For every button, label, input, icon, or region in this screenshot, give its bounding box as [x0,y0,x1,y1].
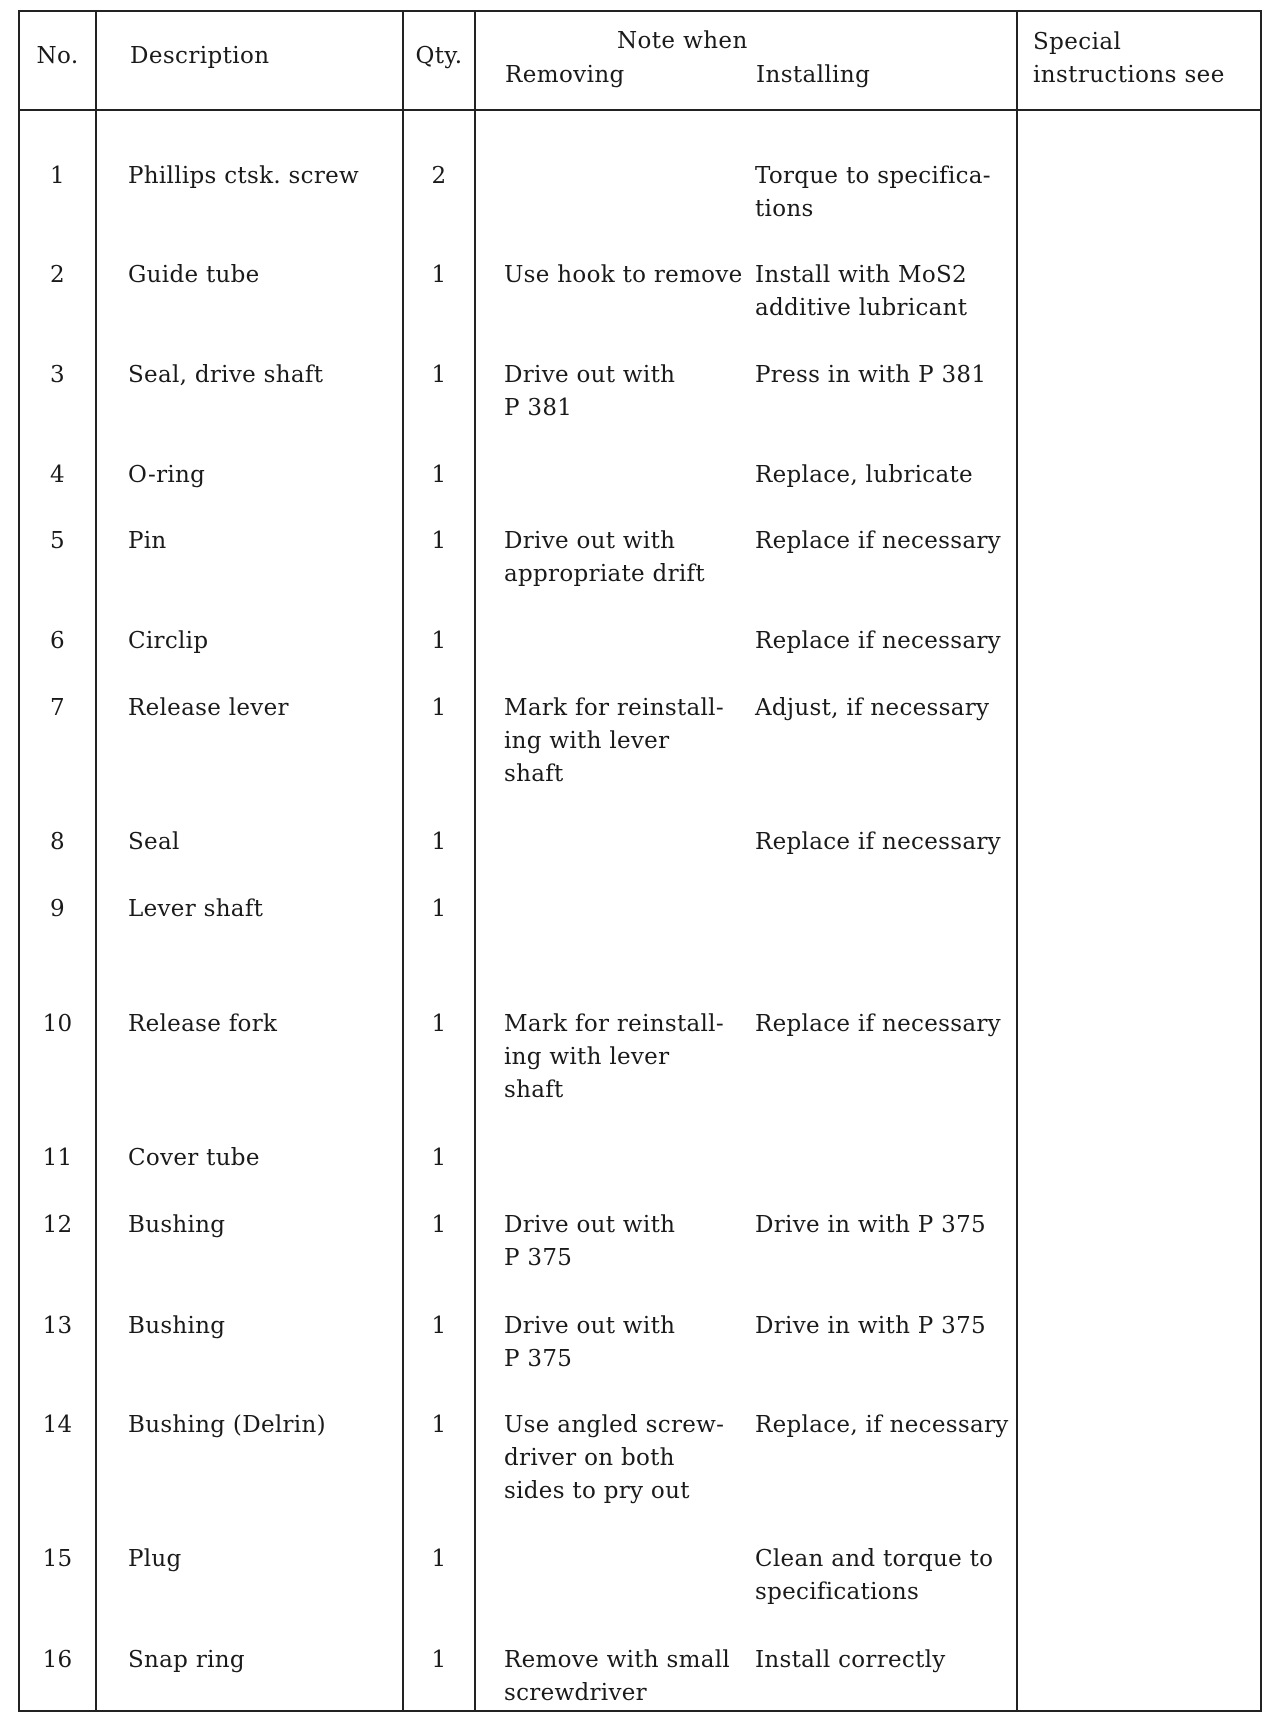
header-divider [18,109,1262,111]
cell-no: 4 [50,462,65,488]
cell-installing: Replace, if necessary [755,1412,1009,1438]
cell-description: Guide tube [128,262,260,288]
cell-installing: Install correctly [755,1647,946,1673]
cell-no: 14 [42,1412,73,1438]
cell-installing: Adjust, if necessary [755,695,990,721]
cell-description: Seal [128,829,180,855]
cell-removing: Drive out with P 375 [504,1313,676,1372]
cell-no: 15 [42,1546,73,1572]
cell-removing: Use hook to remove [504,262,743,288]
cell-removing: Remove with small screwdriver [504,1647,731,1706]
cell-description: Cover tube [128,1145,260,1171]
cell-installing: Press in with P 381 [755,362,987,388]
cell-no: 12 [42,1212,73,1238]
column-divider-no [95,10,97,1712]
cell-no: 1 [50,163,65,189]
cell-qty: 1 [431,462,447,488]
cell-qty: 1 [431,1546,447,1572]
cell-description: O-ring [128,462,206,488]
cell-description: Phillips ctsk. screw [128,163,360,189]
cell-removing: Mark for reinstall- ing with lever shaft [504,695,724,787]
cell-no: 7 [50,695,65,721]
cell-qty: 1 [431,1145,447,1171]
cell-qty: 1 [431,628,447,654]
cell-no: 10 [42,1011,73,1037]
column-divider-qty [474,10,476,1712]
cell-installing: Replace if necessary [755,628,1001,654]
cell-qty: 1 [431,1011,447,1037]
header-installing: Installing [756,62,871,88]
cell-qty: 1 [431,1647,447,1673]
cell-qty: 1 [431,262,447,288]
cell-description: Plug [128,1546,182,1572]
cell-qty: 1 [431,896,447,922]
cell-installing: Replace if necessary [755,829,1001,855]
cell-removing: Use angled screw- driver on both sides to pry out [504,1412,725,1504]
cell-description: Bushing [128,1313,226,1339]
cell-description: Release lever [128,695,289,721]
header-no: No. [36,43,79,69]
cell-description: Bushing (Delrin) [128,1412,326,1438]
cell-qty: 1 [431,829,447,855]
cell-no: 11 [42,1145,73,1171]
cell-description: Lever shaft [128,896,264,922]
cell-qty: 1 [431,695,447,721]
cell-removing: Drive out with appropriate drift [504,528,705,587]
cell-description: Snap ring [128,1647,245,1673]
cell-qty: 1 [431,1412,447,1438]
cell-installing: Drive in with P 375 [755,1313,986,1339]
cell-qty: 1 [431,362,447,388]
cell-installing: Clean and torque to specifications [755,1546,994,1605]
cell-qty: 1 [431,1313,447,1339]
cell-qty: 1 [431,528,447,554]
column-divider-notes [1016,10,1018,1712]
cell-qty: 1 [431,1212,447,1238]
cell-installing: Replace if necessary [755,1011,1001,1037]
cell-no: 6 [50,628,65,654]
cell-removing: Drive out with P 381 [504,362,676,421]
header-description: Description [130,43,270,69]
header-special-instructions: Special instructions see [1033,29,1225,88]
cell-description: Bushing [128,1212,226,1238]
cell-description: Pin [128,528,167,554]
cell-installing: Torque to specifica- tions [755,163,991,222]
cell-no: 13 [42,1313,73,1339]
cell-installing: Replace if necessary [755,528,1001,554]
cell-qty: 2 [431,163,447,189]
cell-installing: Install with MoS2 additive lubricant [755,262,968,321]
header-note-when: Note when [617,28,748,54]
cell-installing: Drive in with P 375 [755,1212,986,1238]
cell-removing: Mark for reinstall- ing with lever shaft [504,1011,724,1103]
cell-no: 3 [50,362,65,388]
cell-description: Seal, drive shaft [128,362,324,388]
cell-description: Release fork [128,1011,278,1037]
cell-removing: Drive out with P 375 [504,1212,676,1271]
cell-no: 2 [50,262,65,288]
header-qty: Qty. [415,43,463,69]
cell-no: 9 [50,896,65,922]
header-removing: Removing [505,62,625,88]
cell-no: 16 [42,1647,73,1673]
cell-description: Circlip [128,628,209,654]
cell-installing: Replace, lubricate [755,462,973,488]
cell-no: 8 [50,829,65,855]
cell-no: 5 [50,528,65,554]
